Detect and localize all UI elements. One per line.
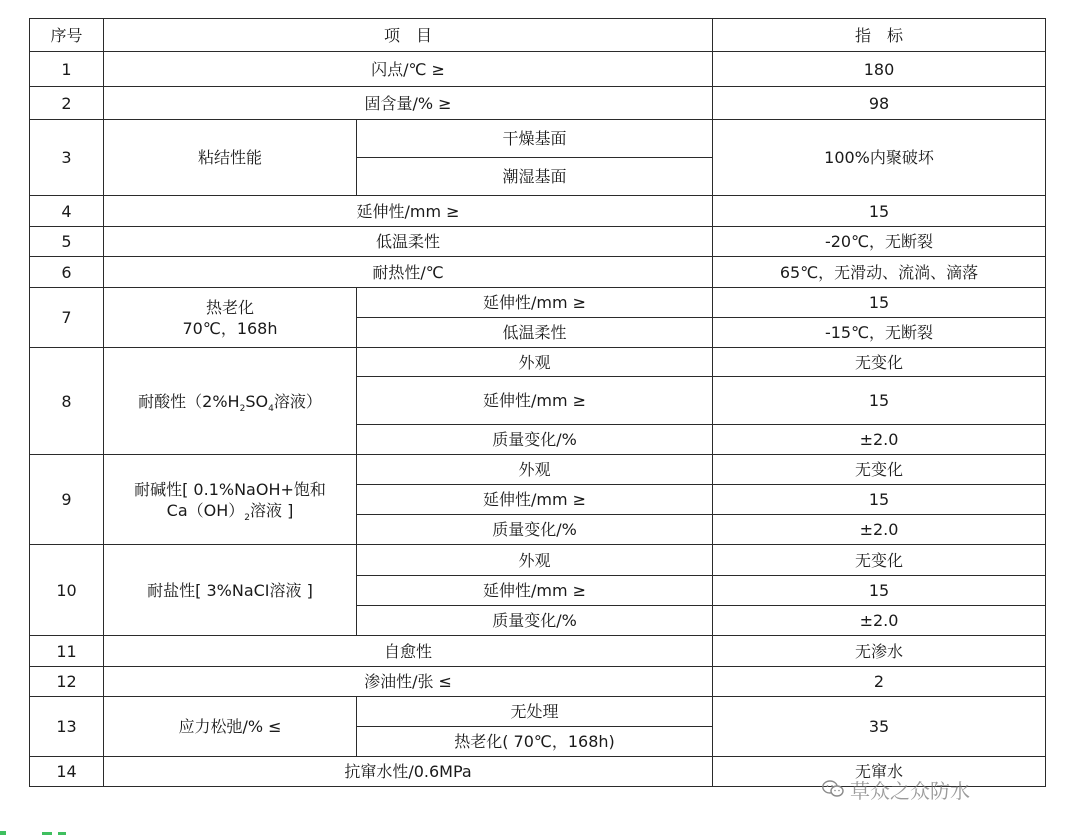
row-item: 渗油性/张 ≤ — [104, 667, 713, 697]
table-row — [30, 120, 1046, 158]
row-value: 15 — [713, 377, 1046, 425]
row-item-line1: 耐碱性[ 0.1%NaOH+饱和 — [134, 479, 326, 499]
table-row — [30, 196, 1046, 227]
row-value: ±2.0 — [713, 425, 1046, 455]
spec-table — [29, 18, 1046, 787]
row-no: 7 — [30, 288, 104, 348]
row-subitem: 延伸性/mm ≥ — [357, 377, 713, 425]
row-subitem: 质量变化/% — [357, 515, 713, 545]
row-subitem: 潮湿基面 — [357, 158, 713, 196]
row-no: 10 — [30, 545, 104, 636]
row-item: 固含量/% ≥ — [104, 87, 713, 120]
row-subitem: 质量变化/% — [357, 606, 713, 636]
row-value: 15 — [713, 485, 1046, 515]
row-no: 14 — [30, 757, 104, 787]
row-value: 无变化 — [713, 545, 1046, 576]
row-value: 2 — [713, 667, 1046, 697]
row-subitem: 热老化( 70℃，168h) — [357, 727, 713, 757]
row-value: ±2.0 — [713, 606, 1046, 636]
edge-artifact — [0, 826, 70, 835]
row-subitem: 外观 — [357, 545, 713, 576]
row-subitem: 无处理 — [357, 697, 713, 727]
row-item: 闪点/℃ ≥ — [104, 52, 713, 87]
row-item-part: 耐酸性（2%H — [138, 391, 240, 411]
row-subitem: 干燥基面 — [357, 120, 713, 158]
row-subitem: 外观 — [357, 455, 713, 485]
row-no: 6 — [30, 257, 104, 288]
row-value: -15℃，无断裂 — [713, 318, 1046, 348]
wechat-icon — [822, 780, 844, 798]
table-row — [30, 257, 1046, 288]
row-value: 15 — [713, 196, 1046, 227]
row-item-part: 溶液 ] — [250, 500, 294, 520]
header-item: 项 目 — [104, 19, 713, 52]
row-value: 无变化 — [713, 455, 1046, 485]
row-value: 无窜水 — [713, 757, 1046, 787]
row-item: 自愈性 — [104, 636, 713, 667]
row-item: 低温柔性 — [104, 227, 713, 257]
subscript: 2 — [239, 403, 246, 414]
watermark-text: 草众之众防水 — [850, 778, 970, 803]
row-item: 耐盐性[ 3%NaCI溶液 ] — [104, 545, 357, 636]
table-row — [30, 227, 1046, 257]
row-value: 98 — [713, 87, 1046, 120]
row-item: 粘结性能 — [104, 120, 357, 196]
row-value: 65℃，无滑动、流淌、滴落 — [713, 257, 1046, 288]
row-value: ±2.0 — [713, 515, 1046, 545]
table-row — [30, 52, 1046, 87]
row-value: 15 — [713, 576, 1046, 606]
row-value: 35 — [713, 697, 1046, 757]
table-row — [30, 455, 1046, 485]
row-value: 100%内聚破坏 — [713, 120, 1046, 196]
row-value: 无渗水 — [713, 636, 1046, 667]
row-value: 180 — [713, 52, 1046, 87]
header-row — [30, 19, 1046, 52]
table-row — [30, 545, 1046, 576]
row-no: 8 — [30, 348, 104, 455]
row-no: 1 — [30, 52, 104, 87]
row-subitem: 延伸性/mm ≥ — [357, 485, 713, 515]
header-index: 指 标 — [713, 19, 1046, 52]
row-value: -20℃，无断裂 — [713, 227, 1046, 257]
row-no: 4 — [30, 196, 104, 227]
row-value: 15 — [713, 288, 1046, 318]
row-item — [104, 288, 357, 348]
subscript: 4 — [268, 403, 274, 414]
row-subitem: 质量变化/% — [357, 425, 713, 455]
row-no: 11 — [30, 636, 104, 667]
row-no: 9 — [30, 455, 104, 545]
row-no: 12 — [30, 667, 104, 697]
subscript: 2 — [244, 512, 250, 523]
table-row — [30, 636, 1046, 667]
row-item: 耐热性/℃ — [104, 257, 713, 288]
row-item-line2: 70℃，168h — [182, 318, 278, 338]
watermark — [822, 774, 970, 804]
table-row — [30, 697, 1046, 727]
header-no: 序号 — [30, 19, 104, 52]
row-no: 3 — [30, 120, 104, 196]
row-subitem: 延伸性/mm ≥ — [357, 576, 713, 606]
row-item: 延伸性/mm ≥ — [104, 196, 713, 227]
row-item-part: Ca（OH） — [166, 500, 245, 520]
row-value: 无变化 — [713, 348, 1046, 377]
row-item-line1: 热老化 — [205, 297, 254, 317]
row-no: 5 — [30, 227, 104, 257]
row-no: 2 — [30, 87, 104, 120]
row-no: 13 — [30, 697, 104, 757]
row-item-part: 溶液） — [273, 391, 322, 411]
table-row — [30, 87, 1046, 120]
table-row — [30, 348, 1046, 377]
row-subitem: 低温柔性 — [357, 318, 713, 348]
row-subitem: 外观 — [357, 348, 713, 377]
table-row — [30, 288, 1046, 318]
row-item — [104, 455, 357, 545]
row-item: 应力松弛/% ≤ — [104, 697, 357, 757]
row-item-part: SO — [245, 391, 269, 411]
row-item — [104, 348, 357, 455]
row-item: 抗窜水性/0.6MPa — [104, 757, 713, 787]
row-subitem: 延伸性/mm ≥ — [357, 288, 713, 318]
table-row — [30, 667, 1046, 697]
